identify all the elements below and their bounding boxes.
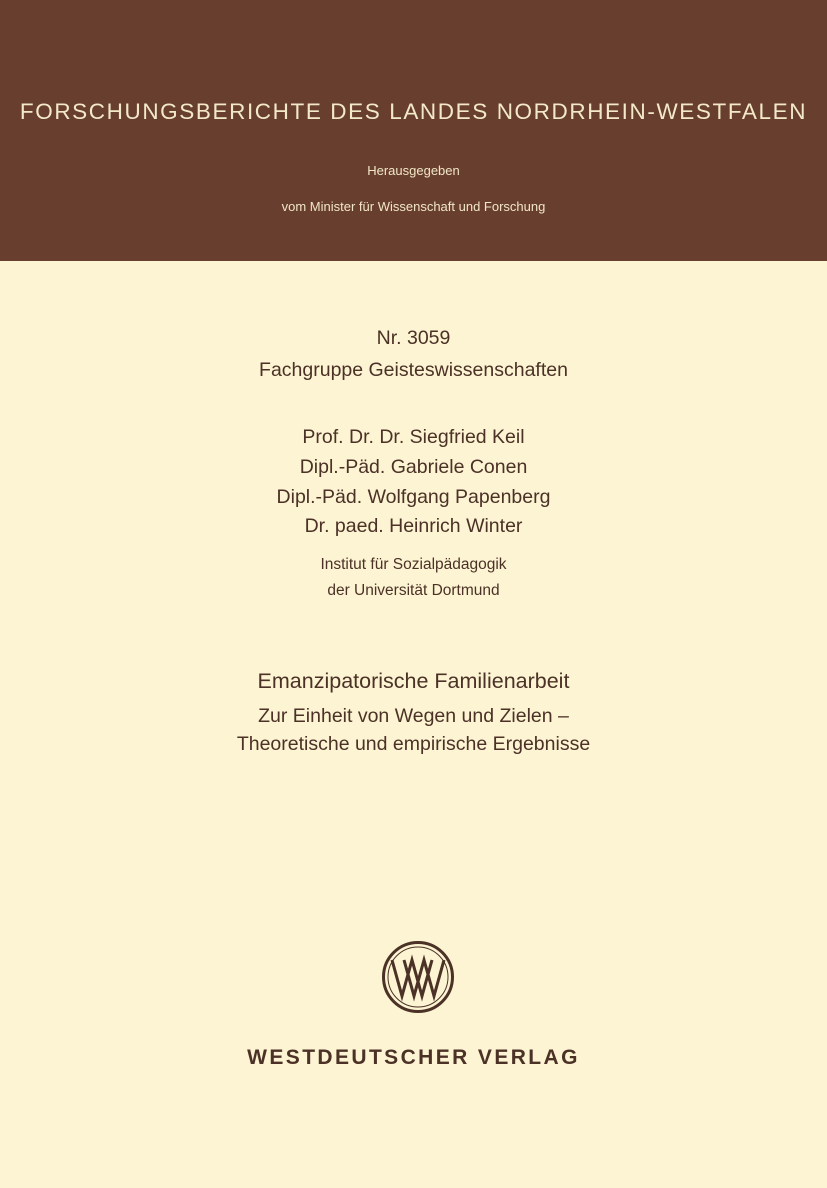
subject-group: Fachgruppe Geisteswissenschaften <box>259 359 568 381</box>
editor-name: vom Minister für Wissenschaft und Forschung <box>281 199 546 214</box>
editor-label: Herausgegeben <box>367 163 460 178</box>
series-title: FORSCHUNGSBERICHTE DES LANDES NORDRHEIN-WESTFALEN <box>19 99 808 124</box>
author-name: Dipl.-Päd. Gabriele Conen <box>299 456 528 478</box>
publisher-name: WESTDEUTSCHER VERLAG <box>247 1046 580 1069</box>
author-name: Dipl.-Päd. Wolfgang Papenberg <box>276 486 551 508</box>
header-band <box>0 0 827 261</box>
institute-line: Institut für Sozialpädagogik <box>320 556 507 573</box>
author-name: Prof. Dr. Dr. Siegfried Keil <box>302 426 525 448</box>
volume-number: Nr. 3059 <box>376 327 451 349</box>
institute-line: der Universität Dortmund <box>327 582 500 599</box>
book-subtitle-line: Zur Einheit von Wegen und Zielen – <box>258 705 569 727</box>
book-subtitle-line: Theoretische und empirische Ergebnisse <box>236 733 591 755</box>
author-name: Dr. paed. Heinrich Winter <box>304 515 523 537</box>
book-title: Emanzipatorische Familienarbeit <box>257 669 570 693</box>
publisher-logo-icon <box>381 940 455 1014</box>
